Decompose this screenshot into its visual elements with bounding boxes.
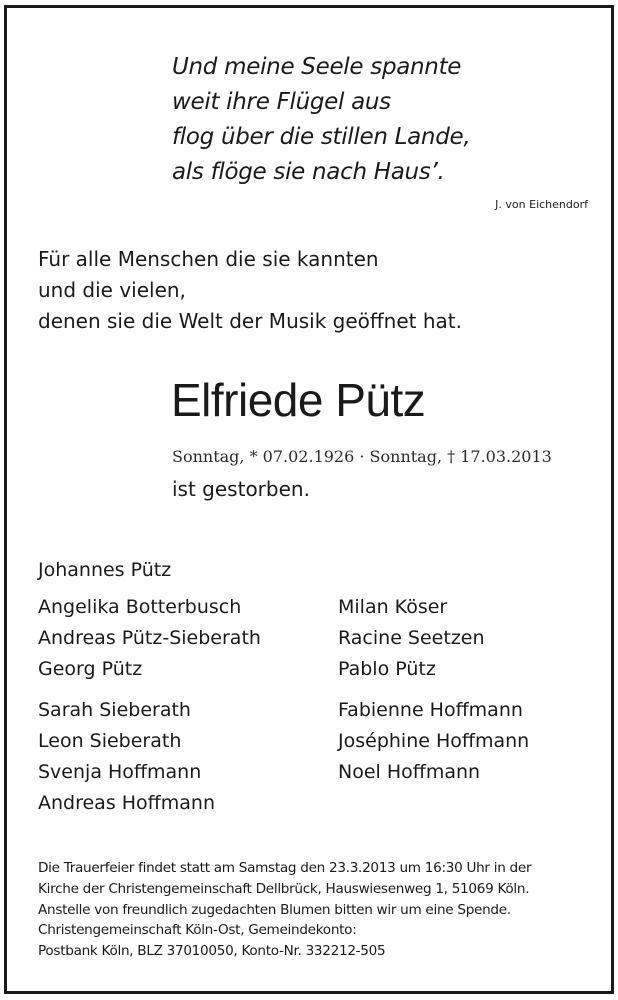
mourner-name: Sarah Sieberath xyxy=(38,699,191,721)
mourner-name: Svenja Hoffmann xyxy=(38,761,202,783)
life-dates: Sonntag, * 07.02.1926 · Sonntag, † 17.03.2013 xyxy=(172,447,552,466)
mourners-left-group-1 xyxy=(38,592,261,685)
mourner-name: Racine Seetzen xyxy=(338,627,485,649)
mourners-right-group-2 xyxy=(338,695,529,788)
mourner-name: Angelika Botterbusch xyxy=(38,596,242,618)
mourner-name: Fabienne Hoffmann xyxy=(338,699,523,721)
poem-line: Und meine Seele spannte xyxy=(172,54,462,80)
poem-line: weit ihre Flügel aus xyxy=(172,89,391,115)
dedication-line: Für alle Menschen die sie kannten xyxy=(38,247,379,271)
poem-author: J. von Eichendorf xyxy=(495,198,588,211)
mourners-right-group-1 xyxy=(338,592,485,685)
dedication-line: und die vielen, xyxy=(38,278,186,302)
mourner-name: Andreas Pütz-Sieberath xyxy=(38,627,261,649)
dedication-line: denen sie die Welt der Musik geöffnet hat. xyxy=(38,309,462,333)
mourner-name: Noel Hoffmann xyxy=(338,761,481,783)
mourner-name: Georg Pütz xyxy=(38,658,143,680)
mourners-left-group-2 xyxy=(38,695,215,819)
poem-line: flog über die stillen Lande, xyxy=(172,124,471,150)
mourner-name: Joséphine Hoffmann xyxy=(338,730,530,752)
death-statement: ist gestorben. xyxy=(172,477,310,501)
mourner-name: Andreas Hoffmann xyxy=(38,792,216,814)
notice-line: Anstelle von freundlich zugedachten Blumen bitten wir um eine Spende. xyxy=(38,901,511,918)
mourner-name: Milan Köser xyxy=(338,596,448,618)
notice-line: Kirche der Christengemeinschaft Dellbrück, Hauswiesenweg 1, 51069 Köln. xyxy=(38,880,530,897)
notice-line: Die Trauerfeier findet statt am Samstag den 23.3.2013 um 16:30 Uhr in der xyxy=(38,860,532,876)
dedication xyxy=(38,244,462,337)
deceased-name: Elfriede Pütz xyxy=(171,374,426,426)
mourner-name: Leon Sieberath xyxy=(38,730,182,752)
poem xyxy=(172,50,532,190)
mourner-head xyxy=(38,555,171,586)
funeral-notice xyxy=(38,858,531,962)
mourner-name: Pablo Pütz xyxy=(338,658,436,680)
notice-line: Postbank Köln, BLZ 37010050, Konto-Nr. 332212-505 xyxy=(38,943,386,960)
mourner-name: Johannes Pütz xyxy=(38,559,172,581)
notice-line: Christengemeinschaft Köln-Ost, Gemeindekonto: xyxy=(38,922,357,939)
poem-line: als flöge sie nach Haus’. xyxy=(172,159,445,185)
